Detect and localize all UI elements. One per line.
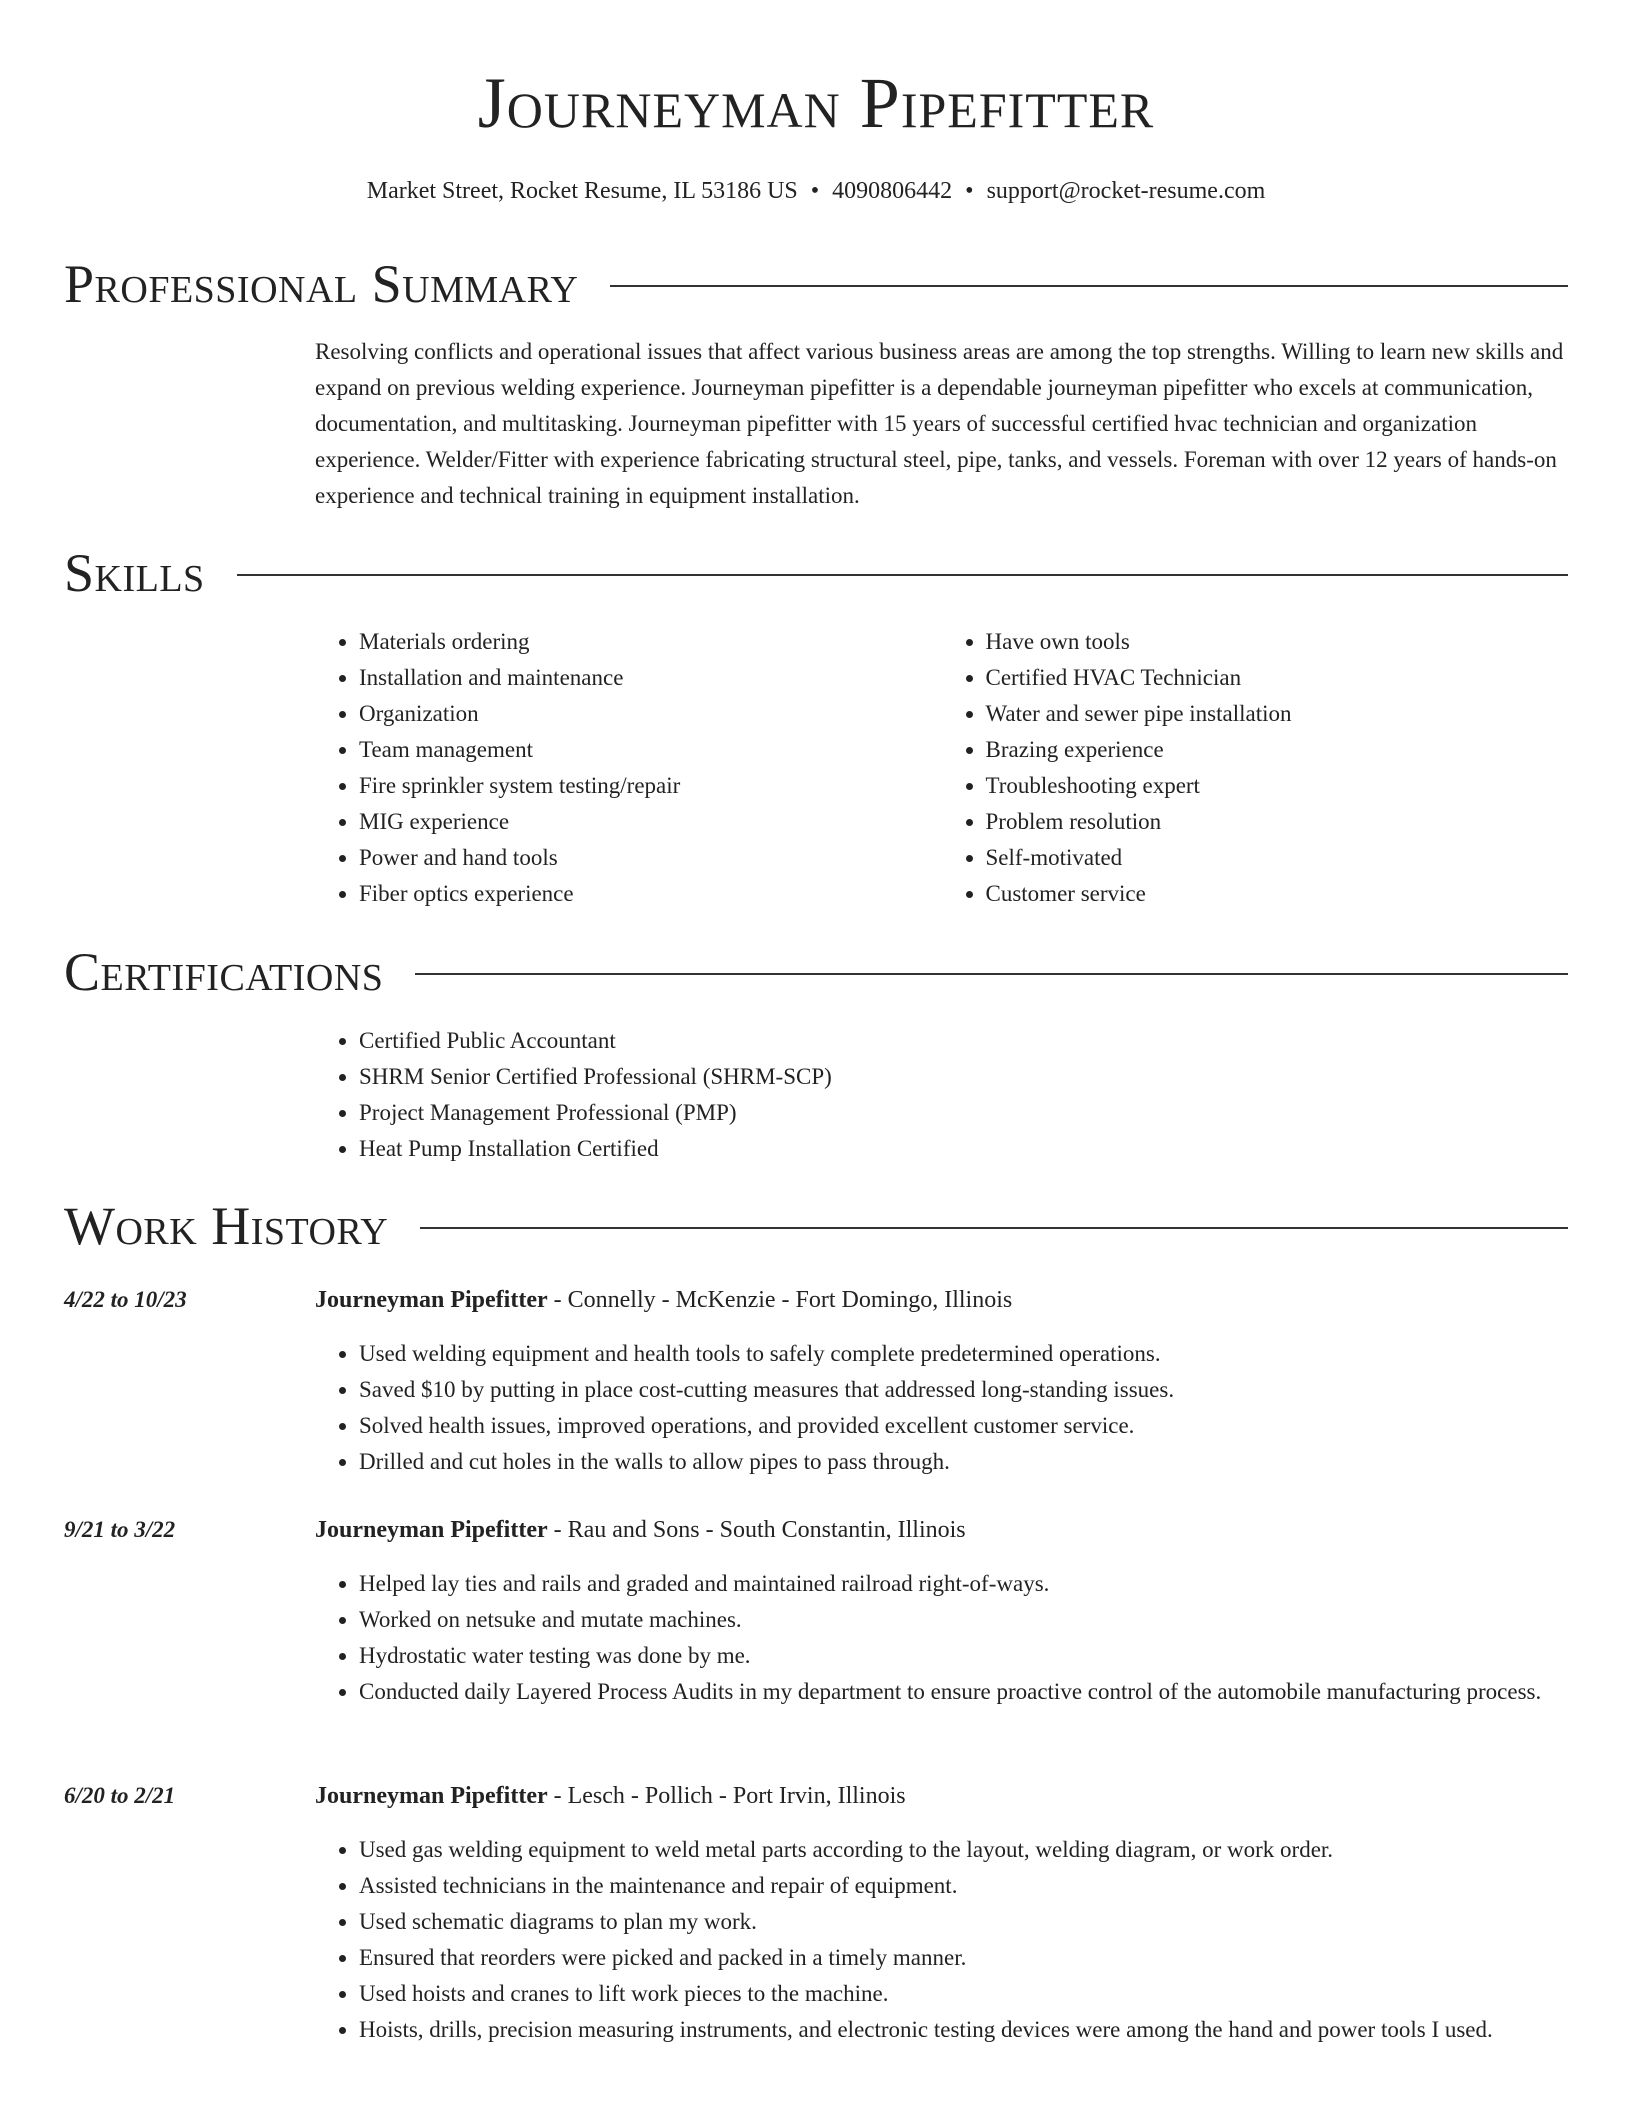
skill-item: • Installation and maintenance [359, 660, 942, 696]
skill-item: • Brazing experience [986, 732, 1569, 768]
job-bullet: • Worked on netsuke and mutate machines. [359, 1602, 1568, 1638]
contact-line [64, 176, 1568, 206]
contact-separator: • [810, 178, 820, 204]
contact-email: support@rocket-resume.com [986, 178, 1266, 204]
skill-item: • Self-motivated [986, 840, 1569, 876]
skill-item: • MIG experience [359, 804, 942, 840]
job-dates: 6/20 to 2/21 [64, 1783, 176, 1808]
job-bullet: • Hoists, drills, precision measuring instruments, and electronic testing devices were among the hand and power tools I used. [359, 2012, 1568, 2048]
job-bullet: • Drilled and cut holes in the walls to allow pipes to pass through. [359, 1444, 1568, 1480]
certifications-section-header [64, 940, 1568, 1004]
job-bullet: • Used gas welding equipment to weld metal parts according to the layout, welding diagram, or work order. [359, 1832, 1568, 1868]
job-bullet: • Assisted technicians in the maintenance and repair of equipment. [359, 1868, 1568, 1904]
skills-list-left [315, 624, 942, 912]
resume-page [64, 0, 1568, 2042]
skill-item: • Power and hand tools [359, 840, 942, 876]
skill-item: • Materials ordering [359, 624, 942, 660]
contact-separator: • [965, 178, 974, 204]
contact-phone: 4090806442 [832, 178, 953, 204]
job-title: Journeyman Pipefitter [315, 1783, 548, 1809]
summary-section-header [64, 252, 1568, 316]
job-bullet: • Saved $10 by putting in place cost-cutting measures that addressed long-standing issues. [359, 1372, 1568, 1408]
certification-item: • Certified Public Accountant [359, 1023, 1568, 1059]
skills-list-right [942, 624, 1569, 912]
job-bullets [315, 1832, 1568, 2048]
skill-item: • Troubleshooting expert [986, 768, 1569, 804]
skills-content [315, 624, 1568, 912]
skill-item: • Water and sewer pipe installation [986, 696, 1569, 732]
section-divider [610, 285, 1568, 287]
job-body [315, 1778, 1568, 2048]
job-title-line [315, 1778, 1568, 1814]
skill-item: • Customer service [986, 876, 1569, 912]
certification-item: • SHRM Senior Certified Professional (SHRM-SCP) [359, 1059, 1568, 1095]
skills-section-header [64, 541, 1568, 605]
job-bullet: • Used hoists and cranes to lift work pieces to the machine. [359, 1976, 1568, 2012]
summary-heading: Professional Summary [64, 254, 579, 314]
job-bullet: • Helped lay ties and rails and graded and maintained railroad right-of-ways. [359, 1566, 1568, 1602]
job-dates: 9/21 to 3/22 [64, 1517, 176, 1542]
skill-item: • Fiber optics experience [359, 876, 942, 912]
certification-item: • Project Management Professional (PMP) [359, 1095, 1568, 1131]
certification-item: • Heat Pump Installation Certified [359, 1131, 1568, 1167]
job-title-line [315, 1282, 1568, 1318]
job-body [315, 1512, 1568, 1710]
skill-item: • Have own tools [986, 624, 1569, 660]
section-divider [415, 973, 1568, 975]
job-employer: - Rau and Sons - South Constantin, Illinois [547, 1517, 966, 1543]
summary-text: Resolving conflicts and operational issues that affect various business areas are among the top strengths. Willing to learn new skills and expand on previous welding experience. Journeyman pipefitter is a dependable journeyman pipefitter who excels at communication, documentation, and multitasking. Journeyman pipefitter with 15 years of successful certified hvac technician and organization experience. Welder/Fitter with experience fabricating structural steel, pipe, tanks, and vessels. Foreman with over 12 years of hands-on experience and technical training in equipment installation. [315, 339, 1564, 508]
skill-item: • Problem resolution [986, 804, 1569, 840]
job-bullet: • Used welding equipment and health tools to safely complete predetermined operations. [359, 1336, 1568, 1372]
work-heading: Work History [64, 1196, 389, 1256]
job-bullet: • Ensured that reorders were picked and packed in a timely manner. [359, 1940, 1568, 1976]
certifications-heading: Certifications [64, 942, 384, 1002]
contact-address: Market Street, Rocket Resume, IL 53186 US [366, 178, 798, 204]
job-dates: 4/22 to 10/23 [64, 1287, 187, 1312]
job-title: Journeyman Pipefitter [315, 1287, 548, 1313]
job-employer: - Connelly - McKenzie - Fort Domingo, Illinois [547, 1287, 1013, 1313]
certifications-content [315, 1023, 1568, 1167]
work-section-header [64, 1194, 1568, 1258]
job-bullets [315, 1336, 1568, 1480]
section-divider [237, 574, 1568, 576]
job-title-line [315, 1512, 1568, 1548]
job-title: Journeyman Pipefitter [315, 1517, 548, 1543]
skill-item: • Organization [359, 696, 942, 732]
section-divider [420, 1227, 1568, 1229]
job-body [315, 1282, 1568, 1480]
job-bullet: • Solved health issues, improved operations, and provided excellent customer service. [359, 1408, 1568, 1444]
summary-content [315, 334, 1568, 514]
job-bullet: • Conducted daily Layered Process Audits in my department to ensure proactive control of the automobile manufacturing process. [359, 1674, 1568, 1710]
skill-item: • Team management [359, 732, 942, 768]
skill-item: • Fire sprinkler system testing/repair [359, 768, 942, 804]
job-bullet: • Used schematic diagrams to plan my work. [359, 1904, 1568, 1940]
job-bullets [315, 1566, 1568, 1710]
certifications-list [315, 1023, 1568, 1167]
job-employer: - Lesch - Pollich - Port Irvin, Illinois [547, 1783, 906, 1809]
resume-name: Journeyman Pipefitter [477, 63, 1155, 143]
skill-item: • Certified HVAC Technician [986, 660, 1569, 696]
job-bullet: • Hydrostatic water testing was done by me. [359, 1638, 1568, 1674]
skills-heading: Skills [64, 543, 205, 603]
